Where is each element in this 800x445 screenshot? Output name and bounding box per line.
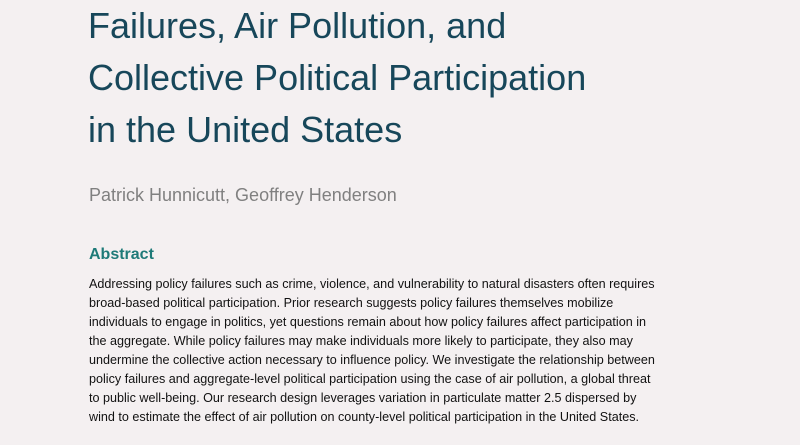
paper-title: [88, 0, 788, 156]
abstract-line: broad-based political participation. Prior research suggests policy failures themselves mobilize: [89, 296, 614, 310]
abstract-line: to public well-being. Our research design leverages variation in particulate matter 2.5 dispersed by: [89, 391, 637, 405]
title-line: Failures, Air Pollution, and: [88, 5, 507, 46]
abstract-line: individuals to engage in politics, yet questions remain about how policy failures affect participation in: [89, 315, 647, 329]
abstract-line: wind to estimate the effect of air pollution on county-level political participation in the United States.: [89, 410, 640, 424]
abstract-line: the aggregate. While policy failures may make individuals more likely to participate, they also may: [89, 334, 633, 348]
abstract-line: policy failures and aggregate-level political participation using the case of air pollution, a global threat: [89, 372, 651, 386]
title-line: Collective Political Participation: [88, 57, 587, 98]
author-list: Patrick Hunnicutt, Geoffrey Henderson: [89, 185, 397, 205]
abstract-text: [89, 275, 789, 427]
title-line: in the United States: [88, 109, 403, 150]
abstract-heading: Abstract: [89, 246, 154, 263]
abstract-line: undermine the collective action necessary to influence policy. We investigate the relationship between: [89, 353, 655, 367]
abstract-line: Addressing policy failures such as crime, violence, and vulnerability to natural disasters often requires: [89, 277, 655, 291]
